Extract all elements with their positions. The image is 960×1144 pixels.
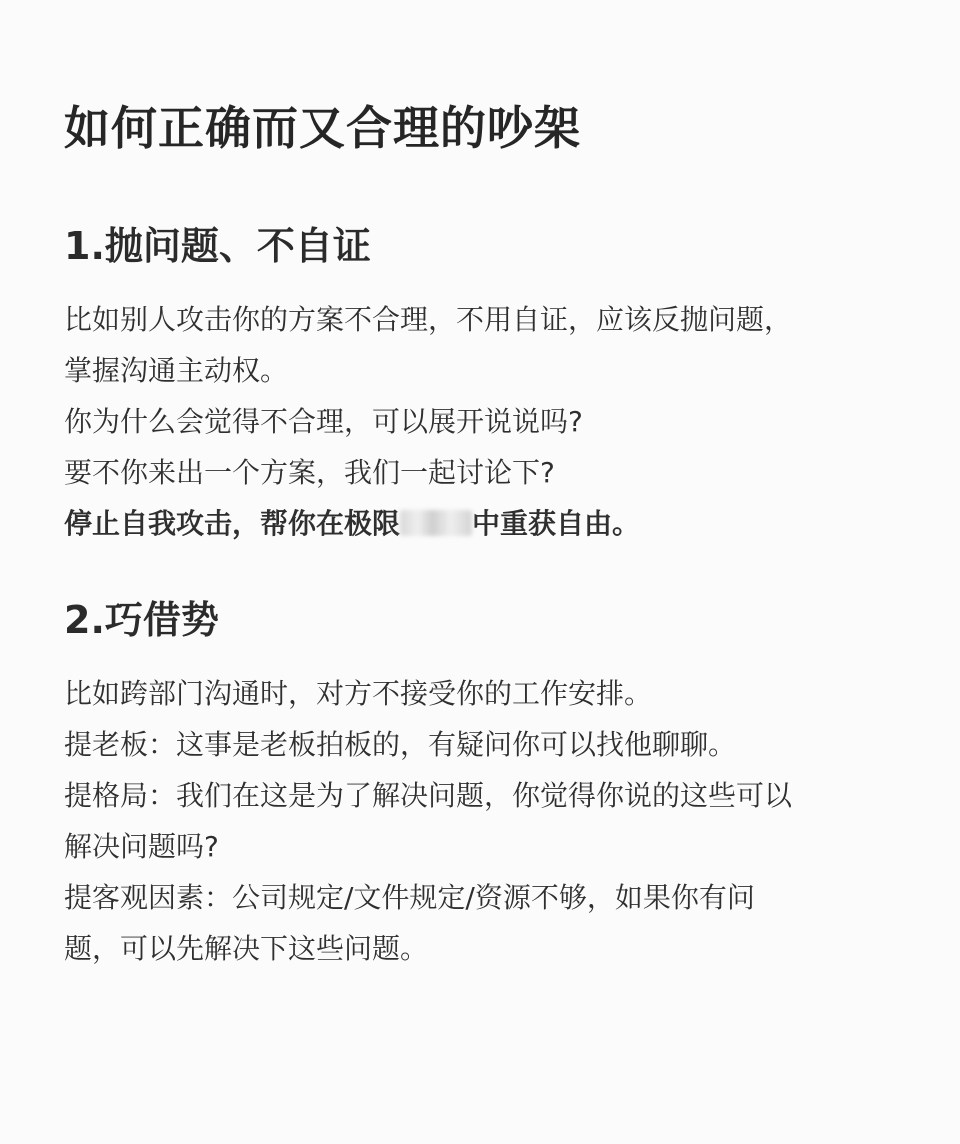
section-1-line-3: 你为什么会觉得不合理，可以展开说说吗? xyxy=(64,405,583,438)
bold-line-after: 中重获自由。 xyxy=(472,507,641,540)
blurred-text-mask xyxy=(400,510,472,536)
section-2-line-4: 解决问题吗? xyxy=(64,830,219,863)
section-1 xyxy=(64,218,904,549)
section-2-line-5: 提客观因素：公司规定/文件规定/资源不够，如果你有问 xyxy=(64,881,755,914)
section-2-line-6: 题，可以先解决下这些问题。 xyxy=(64,932,429,965)
section-1-line-1: 比如别人攻击你的方案不合理，不用自证，应该反抛问题， xyxy=(64,303,793,336)
bold-line-before: 停止自我攻击，帮你在极限 xyxy=(64,507,401,540)
section-2-heading: 2.巧借势 xyxy=(64,598,219,642)
section-1-heading: 1.抛问题、不自证 xyxy=(64,224,371,268)
section-1-bold-line xyxy=(64,498,904,549)
section-2 xyxy=(64,592,904,974)
article-title: 如何正确而又合理的吵架 xyxy=(64,101,581,155)
section-2-line-3: 提格局：我们在这是为了解决问题，你觉得你说的这些可以 xyxy=(64,779,793,812)
section-2-line-1: 比如跨部门沟通时，对方不接受你的工作安排。 xyxy=(64,677,653,710)
section-2-line-2: 提老板：这事是老板拍板的，有疑问你可以找他聊聊。 xyxy=(64,728,737,761)
section-1-line-4: 要不你来出一个方案，我们一起讨论下? xyxy=(64,456,555,489)
section-1-line-2: 掌握沟通主动权。 xyxy=(64,354,289,387)
